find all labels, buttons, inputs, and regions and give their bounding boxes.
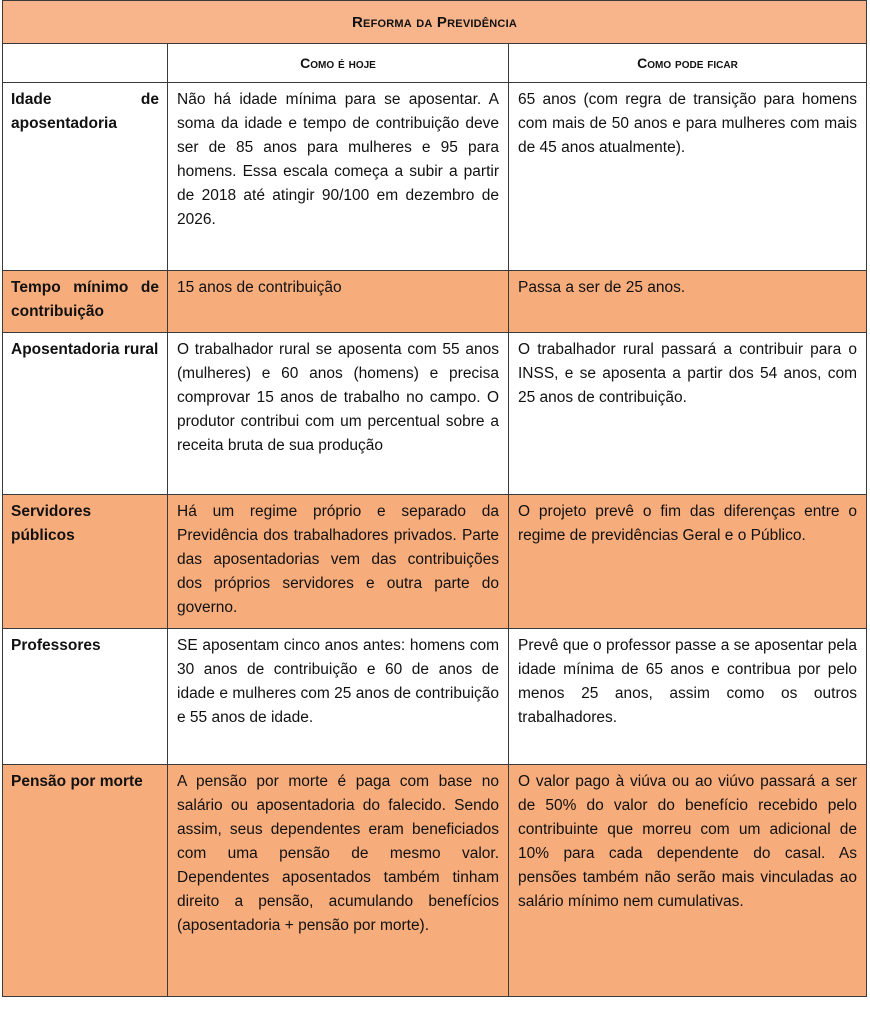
row-label: Servidores públicos xyxy=(3,495,168,629)
row-label: Idade de aposentadoria xyxy=(3,83,168,271)
cell-proposal: Prevê que o professor passe a se aposentar pela idade mínima de 65 anos e contribua por pelo menos 25 anos, assim como os outros trabalhadores. xyxy=(509,629,867,765)
cell-proposal: 65 anos (com regra de transição para homens com mais de 50 anos e para mulheres com mais de 45 anos atualmente). xyxy=(509,83,867,271)
table-row xyxy=(3,333,867,495)
cell-proposal: O projeto prevê o fim das diferenças entre o regime de previdências Geral e o Público. xyxy=(509,495,867,629)
row-label: Pensão por morte xyxy=(3,765,168,997)
cell-today: 15 anos de contribuição xyxy=(168,271,509,333)
header-proposal: Como pode ficar xyxy=(509,44,867,83)
table-row xyxy=(3,271,867,333)
table-row xyxy=(3,495,867,629)
cell-today: Não há idade mínima para se aposentar. A soma da idade e tempo de contribuição deve ser de 85 anos para mulheres e 95 para homens. Essa escala começa a subir a partir de 2018 até atingir 90/100 em dezembro de 2026. xyxy=(168,83,509,271)
table-row xyxy=(3,765,867,997)
header-today: Como é hoje xyxy=(168,44,509,83)
title-row xyxy=(3,1,867,44)
row-label: Professores xyxy=(3,629,168,765)
table-title: Reforma da Previdência xyxy=(3,1,867,44)
header-empty xyxy=(3,44,168,83)
cell-today: Há um regime próprio e separado da Previdência dos trabalhadores privados. Parte das aposentadorias vem das contribuições dos próprios servidores e outra parte do governo. xyxy=(168,495,509,629)
row-label: Aposentadoria rural xyxy=(3,333,168,495)
cell-proposal: O valor pago à viúva ou ao viúvo passará a ser de 50% do valor do benefício recebido pelo contribuinte que morreu com um adicional de 10% para cada dependente do casal. As pensões também não serão mais vinculadas ao salário mínimo nem cumulativas. xyxy=(509,765,867,997)
cell-today: O trabalhador rural se aposenta com 55 anos (mulheres) e 60 anos (homens) e precisa comprovar 15 anos de trabalho no campo. O produtor contribui com um percentual sobre a receita bruta de sua produção xyxy=(168,333,509,495)
table-row xyxy=(3,629,867,765)
cell-today: SE aposentam cinco anos antes: homens com 30 anos de contribuição e 60 de anos de idade e mulheres com 25 anos de contribuição e 55 anos de idade. xyxy=(168,629,509,765)
document-page xyxy=(2,0,866,997)
cell-proposal: O trabalhador rural passará a contribuir para o INSS, e se aposenta a partir dos 54 anos, com 25 anos de contribuição. xyxy=(509,333,867,495)
table-row xyxy=(3,83,867,271)
pension-reform-table xyxy=(2,0,867,997)
cell-today: A pensão por morte é paga com base no salário ou aposentadoria do falecido. Sendo assim, seus dependentes eram beneficiados com uma pensão de mesmo valor. Dependentes aposentados também tinham direito a pensão, acumulando benefícios (aposentadoria + pensão por morte). xyxy=(168,765,509,997)
cell-proposal: Passa a ser de 25 anos. xyxy=(509,271,867,333)
row-label: Tempo mínimo de contribuição xyxy=(3,271,168,333)
header-row xyxy=(3,44,867,83)
